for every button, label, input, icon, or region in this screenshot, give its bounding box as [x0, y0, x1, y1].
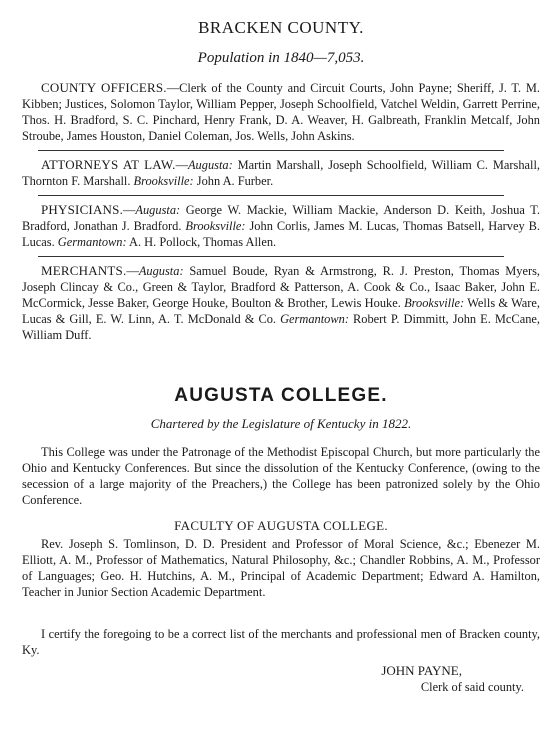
population-line: Population in 1840—7,053.: [197, 50, 365, 66]
section-divider: [38, 256, 504, 257]
signature-name: JOHN PAYNE,: [381, 663, 462, 678]
physicians-paragraph: PHYSICIANS.—Augusta: George W. Mackie, William Mackie, Anderson D. Keith, Joshua T. Bradford, Jonathan J. Bradford. Brooksville: John Corlis, James M. Lucas, Thomas Batsell, Harvey B. Lucas. Germantown: A. H. Pollock, Thomas Allen.: [22, 202, 540, 249]
college-description: This College was under the Patronage of the Methodist Episcopal Church, but more particularly the Ohio and Kentucky Conferences. But since the dissolution of the Kentucky Conference, (owing to the secession of a large majority of the Preachers,) the College has been patronized solely by the Ohio Conference.: [22, 445, 540, 507]
physicians-place-germantown: Germantown:: [57, 235, 127, 249]
merchants-text-augusta: Samuel Boude, Ryan & Armstrong, R. J. Preston, Thomas Myers, Joseph Clincay & Co., Green & Taylor, Bradford & Patterson, A. Cook & Co., Isaac Baker, John E. McCormick, Jesse Baker, George Houke, Boulton & Brother, Lewis Houke.: [22, 264, 540, 310]
county-title: BRACKEN COUNTY.: [198, 18, 364, 37]
attorneys-text-augusta: Martin Marshall, Joseph Schoolfield, William C. Marshall, Thornton F. Marshall.: [22, 158, 540, 188]
physicians-text-augusta: George W. Mackie, William Mackie, Anderson D. Keith, Joshua T. Bradford, Jonathan J. Bradford.: [22, 203, 540, 233]
faculty-list: Rev. Joseph S. Tomlinson, D. D. President and Professor of Moral Science, &c.; Ebenezer M. Elliott, A. M., Professor of Mathematics, Natural Philosophy, &c.; Chandler Robbins, A. M., Professor of Languages; Geo. H. Hutchins, A. M., Principal of Academic Department; Edward A. Hamilton, Teacher in Junior Section Academic Department.: [22, 537, 540, 599]
merchants-paragraph: MERCHANTS.—Augusta: Samuel Boude, Ryan & Armstrong, R. J. Preston, Thomas Myers, Joseph Clincay & Co., Green & Taylor, Bradford & Patterson, A. Cook & Co., Isaac Baker, John E. McCormick, Jesse Baker, George Houke, Boulton & Brother, Lewis Houke. Brooksville: Wells & Ware, Lucas & Gill, E. W. Linn, A. T. McDonald & Co. Germantown: Robert P. Dimmitt, John E. McCane, William Duff.: [22, 263, 541, 342]
faculty-heading: FACULTY OF AUGUSTA COLLEGE.: [174, 518, 388, 533]
merchants-text-germantown: Robert P. Dimmitt, John E. McCane, William Duff.: [22, 312, 540, 342]
attorneys-paragraph: ATTORNEYS AT LAW.—Augusta: Martin Marshall, Joseph Schoolfield, William C. Marshall, Thornton F. Marshall. Brooksville: John A. Furber.: [22, 157, 540, 188]
attorneys-heading: ATTORNEYS AT LAW.: [41, 157, 176, 172]
physicians-place-augusta: Augusta:: [135, 203, 181, 217]
merchants-place-brooksville: Brooksville:: [404, 296, 465, 310]
attorneys-text-brooksville: John A. Furber.: [193, 174, 274, 188]
section-divider: [38, 195, 504, 196]
merchants-text-brooksville: Wells & Ware, Lucas & Gill, E. W. Linn, A. T. McDonald & Co.: [22, 296, 541, 326]
physicians-place-brooksville: Brooksville:: [185, 219, 246, 233]
physicians-heading: PHYSICIANS.: [41, 202, 124, 217]
signature-title: Clerk of said county.: [420, 680, 524, 694]
section-divider: [38, 150, 504, 151]
college-charter-line: Chartered by the Legislature of Kentucky in 1822.: [150, 416, 412, 431]
county-officers-heading: COUNTY OFFICERS.: [41, 80, 167, 95]
merchants-place-augusta: Augusta:: [138, 264, 184, 278]
county-officers-text: —Clerk of the County and Circuit Courts, John Payne; Sheriff, J. T. M. Kibben; Justices, Solomon Taylor, William Pepper, Joseph Schoolfield, Vatchel Weldin, Garrett Perrine, Thos. H. Bradford, S. C. Pinchard, Henry Frank, D. A. Weaver, H. Galbreath, Franklin Metcalf, John Stroube, James Houston, Daniel Coleman, Jos. Wells, John Askins.: [22, 81, 541, 143]
attorneys-place-augusta: Augusta:: [187, 158, 233, 172]
merchants-heading: MERCHANTS.: [41, 263, 127, 278]
certification-text: I certify the foregoing to be a correct list of the merchants and professional men of Bracken county, Ky.: [22, 627, 540, 657]
merchants-place-germantown: Germantown:: [280, 312, 349, 326]
physicians-text-brooksville: John Corlis, James M. Lucas, Thomas Batsell, Harvey B. Lucas.: [22, 219, 540, 249]
county-officers-paragraph: [22, 80, 540, 144]
attorneys-place-brooksville: Brooksville:: [133, 174, 194, 188]
college-title: AUGUSTA COLLEGE.: [174, 385, 388, 406]
physicians-text-germantown: A. H. Pollock, Thomas Allen.: [126, 235, 277, 249]
